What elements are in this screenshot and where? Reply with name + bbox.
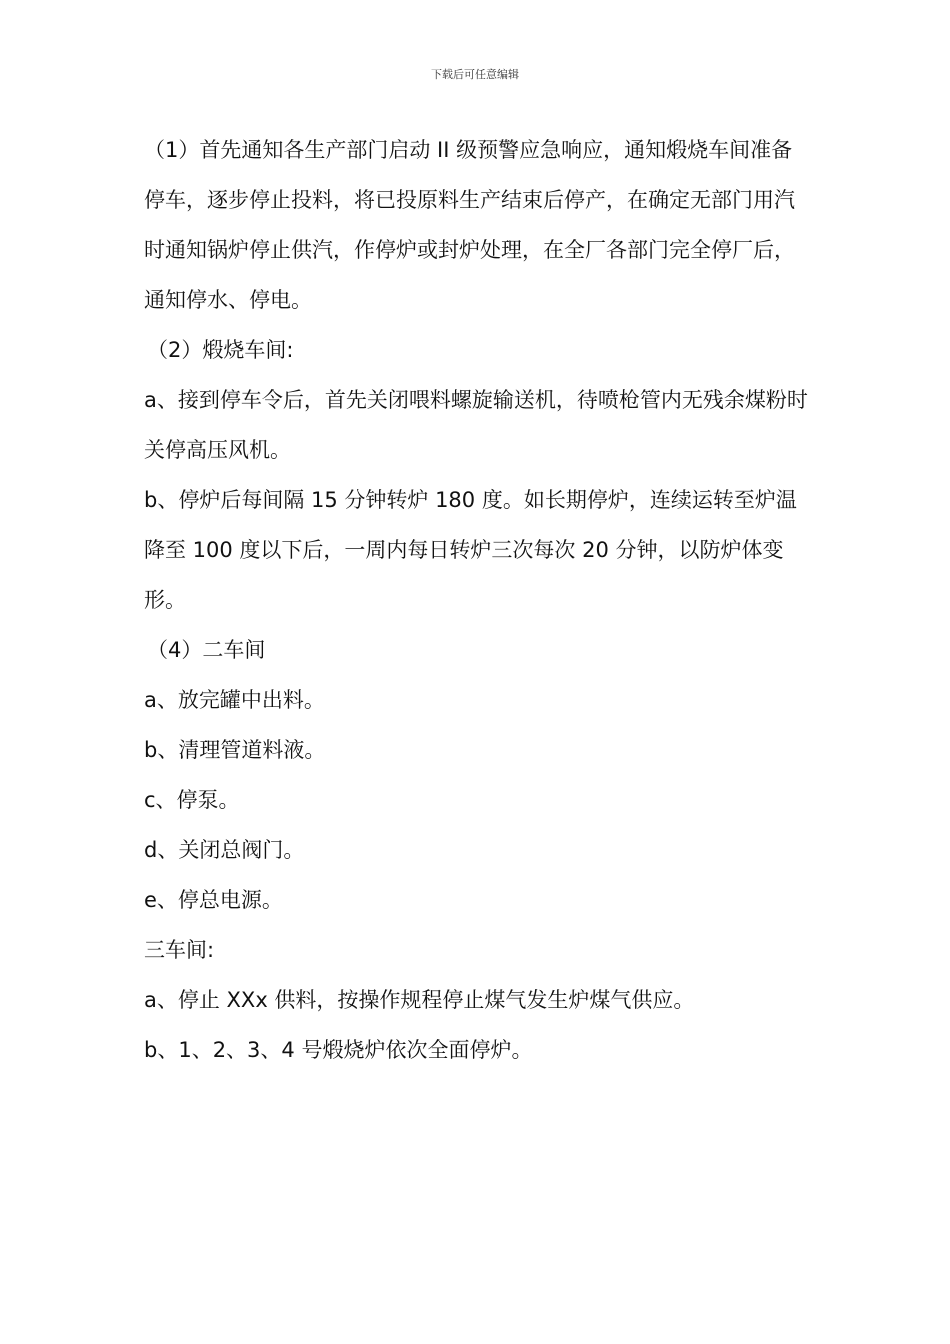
paragraph-workshop2-d: d、关闭总阀门。 (144, 838, 305, 862)
header-note: 下载后可任意编辑 (431, 68, 519, 81)
paragraph-shutdown-procedure: （1）首先通知各生产部门启动 II 级预警应急响应，通知煅烧车间准备停车，逐步停止投料，将已投原料生产结束后停产，在确定无部门用汽时通知锅炉停止供汽，作停炉或封炉处理，在全厂各部门完全停厂后，通知停水、停电。 (144, 138, 795, 312)
paragraph-workshop2-c: c、停泵。 (144, 788, 240, 812)
paragraph-workshop2-e: e、停总电源。 (144, 888, 283, 912)
paragraph-workshop2-b: b、清理管道料液。 (144, 738, 326, 762)
paragraph-calcination-b: b、停炉后每间隔 15 分钟转炉 180 度。如长期停炉，连续运转至炉温降至 100 度以下后，一周内每日转炉三次每次 20 分钟，以防炉体变形。 (144, 488, 797, 612)
paragraph-workshop3-a: a、停止 XXx 供料，按操作规程停止煤气发生炉煤气供应。 (144, 988, 695, 1012)
paragraph-workshop2-heading: （4）二车间 (147, 638, 266, 662)
paragraph-workshop3-heading: 三车间: (144, 938, 215, 962)
paragraph-calcination-a: a、接到停车令后，首先关闭喂料螺旋输送机，待喷枪管内无残余煤粉时关停高压风机。 (144, 388, 808, 462)
document-body (144, 125, 810, 1075)
paragraph-workshop2-a: a、放完罐中出料。 (144, 688, 325, 712)
paragraph-workshop3-b: b、1、2、3、4 号煅烧炉依次全面停炉。 (144, 1038, 533, 1062)
paragraph-calcination-heading: （2）煅烧车间: (147, 338, 294, 362)
